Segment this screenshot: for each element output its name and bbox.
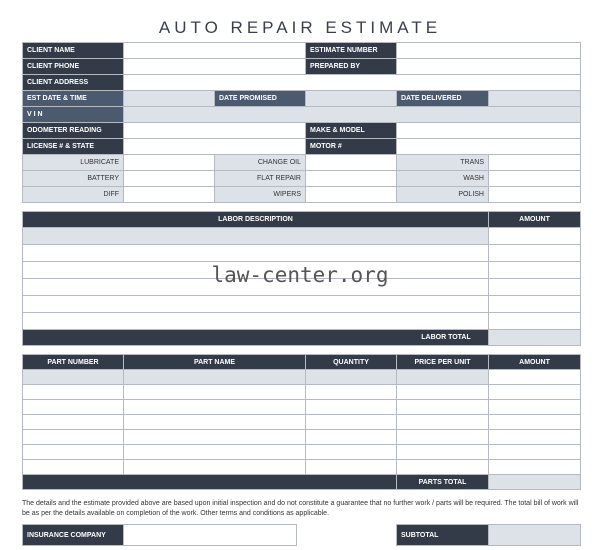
parts-cell[interactable]	[124, 460, 306, 475]
labor-amount-header: AMOUNT	[489, 212, 581, 228]
client-phone-field[interactable]	[124, 59, 306, 75]
parts-cell[interactable]	[489, 460, 581, 475]
footer-section	[22, 524, 580, 546]
parts-cell[interactable]	[397, 445, 489, 460]
date-delivered-field[interactable]	[489, 91, 581, 107]
service-diff-label: DIFF	[23, 187, 124, 203]
insurance-company-field[interactable]	[124, 525, 297, 546]
service-flat-repair-field[interactable]	[306, 171, 397, 187]
parts-cell[interactable]	[489, 385, 581, 400]
parts-cell[interactable]	[489, 400, 581, 415]
prepared-by-field[interactable]	[397, 59, 581, 75]
page-title: AUTO REPAIR ESTIMATE	[158, 18, 442, 37]
client-address-field[interactable]	[124, 75, 581, 91]
date-promised-label: DATE PROMISED	[215, 91, 306, 107]
client-phone-label: CLIENT PHONE	[23, 59, 124, 75]
parts-cell[interactable]	[124, 385, 306, 400]
parts-cell[interactable]	[397, 370, 489, 385]
labor-total-row	[23, 330, 489, 346]
parts-cell[interactable]	[306, 445, 397, 460]
parts-cell[interactable]	[489, 430, 581, 445]
parts-cell[interactable]	[306, 460, 397, 475]
labor-row[interactable]	[23, 228, 489, 245]
estimate-number-field[interactable]	[397, 43, 581, 59]
make-model-label: MAKE & MODEL	[306, 123, 397, 139]
service-diff-field[interactable]	[124, 187, 215, 203]
parts-cell[interactable]	[306, 400, 397, 415]
parts-cell[interactable]	[397, 385, 489, 400]
labor-row[interactable]	[23, 296, 489, 313]
client-name-label: CLIENT NAME	[23, 43, 124, 59]
service-wash-label: WASH	[397, 171, 489, 187]
client-info-table	[22, 42, 581, 203]
license-label: LICENSE # & STATE	[23, 139, 124, 155]
parts-total-field[interactable]	[489, 475, 581, 490]
est-date-label: EST DATE & TIME	[23, 91, 124, 107]
parts-cell[interactable]	[124, 415, 306, 430]
motor-field[interactable]	[397, 139, 581, 155]
service-polish-label: POLISH	[397, 187, 489, 203]
est-date-field[interactable]	[124, 91, 215, 107]
service-battery-field[interactable]	[124, 171, 215, 187]
parts-cell[interactable]	[124, 430, 306, 445]
parts-cell[interactable]	[23, 370, 124, 385]
parts-cell[interactable]	[23, 460, 124, 475]
parts-cell[interactable]	[397, 460, 489, 475]
service-trans-label: TRANS	[397, 155, 489, 171]
labor-amount-cell[interactable]	[489, 228, 581, 245]
license-field[interactable]	[124, 139, 306, 155]
parts-cell[interactable]	[124, 370, 306, 385]
labor-row[interactable]	[23, 313, 489, 330]
service-change-oil-field[interactable]	[306, 155, 397, 171]
service-wipers-field[interactable]	[306, 187, 397, 203]
watermark-text: law-center.org	[211, 263, 389, 287]
parts-cell[interactable]	[489, 445, 581, 460]
motor-label: MOTOR #	[306, 139, 397, 155]
labor-amount-cell[interactable]	[489, 296, 581, 313]
labor-row[interactable]	[23, 245, 489, 262]
service-wipers-label: WIPERS	[215, 187, 306, 203]
parts-cell[interactable]	[489, 415, 581, 430]
part-number-header: PART NUMBER	[23, 355, 124, 370]
parts-total-bar	[23, 475, 397, 490]
prepared-by-label: PREPARED BY	[306, 59, 397, 75]
insurance-company-label: INSURANCE COMPANY	[23, 525, 124, 546]
labor-total-label: LABOR TOTAL	[404, 330, 488, 345]
footer-spacer	[297, 525, 397, 546]
labor-total-field[interactable]	[489, 330, 581, 346]
price-per-unit-header: PRICE PER UNIT	[397, 355, 489, 370]
parts-cell[interactable]	[23, 400, 124, 415]
parts-cell[interactable]	[397, 400, 489, 415]
parts-cell[interactable]	[23, 445, 124, 460]
odometer-field[interactable]	[124, 123, 306, 139]
parts-cell[interactable]	[306, 415, 397, 430]
service-lubricate-label: LUBRICATE	[23, 155, 124, 171]
disclaimer-text: The details and the estimate provided above are based upon initial inspection and do not constitute a guarantee that no further work / parts will be required. The total bill of work will be as per the details available on completion of the work. Other terms and conditions as applicable.	[22, 500, 579, 517]
make-model-field[interactable]	[397, 123, 581, 139]
date-promised-field[interactable]	[306, 91, 397, 107]
part-name-header: PART NAME	[124, 355, 306, 370]
subtotal-field[interactable]	[489, 525, 581, 546]
service-battery-label: BATTERY	[23, 171, 124, 187]
service-change-oil-label: CHANGE OIL	[215, 155, 306, 171]
quantity-header: QUANTITY	[306, 355, 397, 370]
parts-total-label: PARTS TOTAL	[397, 475, 489, 490]
date-delivered-label: DATE DELIVERED	[397, 91, 489, 107]
vin-field[interactable]	[124, 107, 581, 123]
parts-amount-header: AMOUNT	[489, 355, 581, 370]
labor-description-header: LABOR DESCRIPTION	[23, 212, 489, 228]
subtotal-label: SUBTOTAL	[397, 525, 489, 546]
odometer-label: ODOMETER READING	[23, 123, 124, 139]
parts-cell[interactable]	[124, 400, 306, 415]
service-lubricate-field[interactable]	[124, 155, 215, 171]
estimate-number-label: ESTIMATE NUMBER	[306, 43, 397, 59]
labor-amount-cell[interactable]	[489, 245, 581, 262]
parts-cell[interactable]	[397, 430, 489, 445]
labor-amount-cell[interactable]	[489, 313, 581, 330]
service-polish-field[interactable]	[489, 187, 581, 203]
service-trans-field[interactable]	[489, 155, 581, 171]
service-wash-field[interactable]	[489, 171, 581, 187]
client-address-label: CLIENT ADDRESS	[23, 75, 124, 91]
parts-cell[interactable]	[306, 370, 397, 385]
parts-table	[22, 354, 581, 490]
parts-cell[interactable]	[306, 430, 397, 445]
parts-cell[interactable]	[23, 430, 124, 445]
labor-total-bar	[23, 330, 404, 345]
parts-cell[interactable]	[124, 445, 306, 460]
vin-label: V I N	[23, 107, 124, 123]
parts-cell[interactable]	[489, 370, 581, 385]
service-flat-repair-label: FLAT REPAIR	[215, 171, 306, 187]
parts-cell[interactable]	[306, 385, 397, 400]
parts-cell[interactable]	[23, 415, 124, 430]
client-name-field[interactable]	[124, 43, 306, 59]
parts-cell[interactable]	[23, 385, 124, 400]
parts-cell[interactable]	[397, 415, 489, 430]
